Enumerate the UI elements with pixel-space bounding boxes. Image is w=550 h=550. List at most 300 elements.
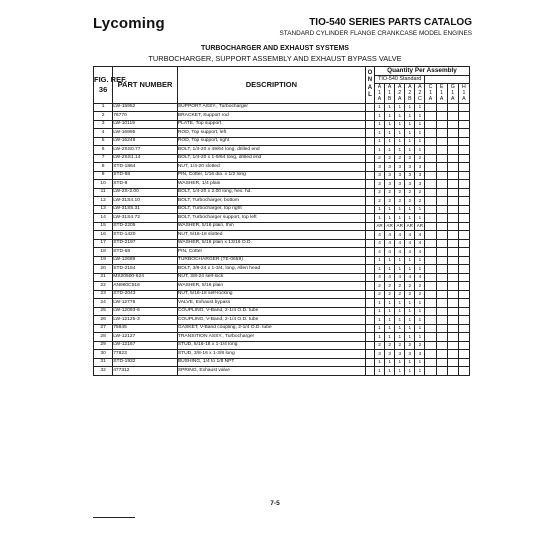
- quantity-cell: 1: [415, 367, 425, 376]
- quantity-cell: 1: [415, 324, 425, 333]
- quantity-cell: 2: [374, 290, 384, 299]
- quantity-cell-empty: [447, 120, 458, 129]
- onal-cell: [365, 324, 374, 333]
- quantity-cell: 1: [395, 367, 405, 376]
- quantity-cell-empty: [447, 290, 458, 299]
- quantity-cell: 1: [415, 214, 425, 223]
- part-number-cell: STD-2043: [113, 290, 178, 299]
- quantity-cell-empty: [458, 146, 469, 155]
- part-number-cell: LW-12689: [113, 256, 178, 265]
- fig-ref-cell: 26: [94, 316, 113, 325]
- quantity-cell: 4: [405, 239, 415, 248]
- quantity-cell: 1: [395, 137, 405, 146]
- table-row: [94, 350, 470, 359]
- quantity-cell-empty: [436, 341, 447, 350]
- quantity-cell: 1: [395, 265, 405, 274]
- quantity-cell: 2: [395, 197, 405, 206]
- quantity-cell: 2: [385, 154, 395, 163]
- description-cell: BOLT, 1/4-20 x 1-9/64 long, drilled end: [177, 154, 365, 163]
- quantity-cell-empty: [425, 350, 436, 359]
- onal-cell: [365, 265, 374, 274]
- description-cell: ROD, Top support, left: [177, 129, 365, 138]
- quantity-cell-empty: [447, 307, 458, 316]
- part-number-cell: 477312: [113, 367, 178, 376]
- standard-header: TIO-540 Standard: [374, 75, 424, 84]
- quantity-cell: 4: [405, 231, 415, 240]
- quantity-cell: 1: [385, 358, 395, 367]
- description-cell: BOLT, 1/4-20 x 49/64 long, drilled end: [177, 146, 365, 155]
- quantity-cell-empty: [458, 171, 469, 180]
- quantity-cell-empty: [425, 341, 436, 350]
- footer-rule: [93, 517, 135, 518]
- fig-ref-cell: 2: [94, 112, 113, 121]
- quantity-cell-empty: [436, 358, 447, 367]
- quantity-cell: 3: [374, 163, 384, 172]
- figure-number: 36: [98, 85, 108, 95]
- quantity-cell-empty: [436, 239, 447, 248]
- page-number: 7-5: [270, 500, 280, 507]
- quantity-cell: 1: [395, 256, 405, 265]
- onal-cell: [365, 103, 374, 112]
- description-cell: BUSHING, 1/4 to 1/8 NPT: [177, 358, 365, 367]
- quantity-cell-empty: [425, 103, 436, 112]
- quantity-cell-empty: [425, 154, 436, 163]
- onal-cell: [365, 358, 374, 367]
- quantity-cell-empty: [447, 341, 458, 350]
- quantity-cell-empty: [447, 350, 458, 359]
- quantity-cell: 3: [385, 163, 395, 172]
- quantity-cell: 1: [405, 333, 415, 342]
- part-number-cell: STD-1932: [113, 358, 178, 367]
- fig-ref-cell: 14: [94, 214, 113, 223]
- onal-cell: [365, 231, 374, 240]
- part-number-cell: LW-16248: [113, 137, 178, 146]
- table-row: [94, 358, 470, 367]
- onal-cell: [365, 205, 374, 214]
- table-row: [94, 129, 470, 138]
- part-number-cell: LW-2SS0.77: [113, 146, 178, 155]
- quantity-cell: 3: [415, 163, 425, 172]
- quantity-cell: 1: [405, 129, 415, 138]
- onal-cell: [365, 341, 374, 350]
- model-column-header: H 1 A: [458, 84, 469, 104]
- fig-ref-cell: 3: [94, 120, 113, 129]
- quantity-cell-empty: [447, 137, 458, 146]
- quantity-cell-empty: [436, 333, 447, 342]
- fig-ref-cell: 9: [94, 171, 113, 180]
- quantity-cell: 4: [385, 273, 395, 282]
- onal-header: O N A L: [365, 67, 374, 104]
- table-row: [94, 290, 470, 299]
- quantity-cell: 1: [405, 137, 415, 146]
- fig-ref-cell: 28: [94, 333, 113, 342]
- quantity-cell: 1: [374, 367, 384, 376]
- description-cell: BRACKET, Support rod: [177, 112, 365, 121]
- onal-cell: [365, 282, 374, 291]
- table-row: [94, 222, 470, 231]
- quantity-cell: 3: [395, 171, 405, 180]
- quantity-cell-empty: [425, 265, 436, 274]
- quantity-cell-empty: [447, 265, 458, 274]
- quantity-cell-empty: [425, 146, 436, 155]
- quantity-cell: 1: [395, 103, 405, 112]
- quantity-cell-empty: [436, 154, 447, 163]
- quantity-header: Quantity Per Assembly: [374, 67, 469, 76]
- table-row: [94, 324, 470, 333]
- description-cell: TURBOCHARGER (TE-0659): [177, 256, 365, 265]
- quantity-cell: 2: [374, 282, 384, 291]
- quantity-cell-empty: [458, 214, 469, 223]
- quantity-cell: 1: [374, 307, 384, 316]
- table-row: [94, 265, 470, 274]
- quantity-cell: 2: [415, 154, 425, 163]
- quantity-cell: 1: [415, 256, 425, 265]
- quantity-cell: 1: [374, 137, 384, 146]
- quantity-cell: 1: [415, 265, 425, 274]
- quantity-cell-empty: [447, 282, 458, 291]
- quantity-cell: AR: [385, 222, 395, 231]
- quantity-cell: 3: [395, 163, 405, 172]
- quantity-cell-empty: [436, 112, 447, 121]
- quantity-cell: 1: [415, 358, 425, 367]
- quantity-cell: 2: [395, 341, 405, 350]
- quantity-cell: 1: [374, 358, 384, 367]
- description-cell: STUD, 5/16-18 x 1-1/4 long: [177, 341, 365, 350]
- part-number-cell: LW-31S4.72: [113, 214, 178, 223]
- quantity-cell-empty: [425, 222, 436, 231]
- quantity-cell-empty: [458, 129, 469, 138]
- quantity-cell: 3: [385, 350, 395, 359]
- quantity-cell-empty: [425, 120, 436, 129]
- quantity-cell-empty: [436, 103, 447, 112]
- quantity-cell-empty: [458, 290, 469, 299]
- quantity-cell: 2: [415, 282, 425, 291]
- onal-cell: [365, 214, 374, 223]
- fig-ref-cell: 20: [94, 265, 113, 274]
- quantity-cell-empty: [458, 299, 469, 308]
- part-number-cell: LW-12167: [113, 341, 178, 350]
- catalog-subtitle: STANDARD CYLINDER FLANGE CRANKCASE MODEL ENGINES: [279, 30, 472, 37]
- quantity-cell-empty: [425, 163, 436, 172]
- quantity-cell: 1: [395, 307, 405, 316]
- quantity-cell-empty: [425, 324, 436, 333]
- quantity-cell: 1: [374, 146, 384, 155]
- quantity-cell: 1: [385, 129, 395, 138]
- quantity-cell: 1: [385, 299, 395, 308]
- quantity-cell-empty: [458, 367, 469, 376]
- quantity-cell-empty: [447, 333, 458, 342]
- quantity-cell-empty: [425, 137, 436, 146]
- quantity-cell: 1: [385, 214, 395, 223]
- quantity-cell: 4: [415, 239, 425, 248]
- onal-cell: [365, 112, 374, 121]
- onal-cell: [365, 188, 374, 197]
- quantity-cell: 1: [374, 324, 384, 333]
- fig-ref-cell: 8: [94, 163, 113, 172]
- quantity-cell: 1: [405, 205, 415, 214]
- fig-ref-cell: 17: [94, 239, 113, 248]
- description-cell: WASHER, 5/16 plain: [177, 282, 365, 291]
- quantity-cell: 1: [405, 367, 415, 376]
- onal-cell: [365, 146, 374, 155]
- onal-cell: [365, 137, 374, 146]
- part-number-cell: STD-8: [113, 180, 178, 189]
- quantity-cell: 1: [385, 205, 395, 214]
- quantity-cell-empty: [425, 171, 436, 180]
- onal-cell: [365, 290, 374, 299]
- quantity-cell: 1: [415, 112, 425, 121]
- fig-ref-cell: 18: [94, 248, 113, 257]
- quantity-cell-empty: [458, 265, 469, 274]
- quantity-cell: 3: [385, 171, 395, 180]
- quantity-cell: 1: [374, 256, 384, 265]
- quantity-cell: 1: [385, 265, 395, 274]
- table-row: [94, 146, 470, 155]
- part-number-cell: 75845: [113, 324, 178, 333]
- description-cell: ROD, Top support, right: [177, 137, 365, 146]
- brand-logo: Lycoming: [93, 15, 165, 32]
- quantity-cell-empty: [436, 146, 447, 155]
- quantity-cell-empty: [425, 358, 436, 367]
- quantity-cell: 1: [415, 103, 425, 112]
- quantity-cell: 1: [385, 307, 395, 316]
- part-number-cell: LW-2S-2.00: [113, 188, 178, 197]
- quantity-cell-empty: [458, 239, 469, 248]
- quantity-cell: 4: [405, 273, 415, 282]
- quantity-cell: 1: [415, 333, 425, 342]
- quantity-cell: 3: [374, 171, 384, 180]
- quantity-cell: 4: [385, 239, 395, 248]
- quantity-cell-empty: [425, 273, 436, 282]
- quantity-cell: 2: [405, 290, 415, 299]
- quantity-cell: 4: [395, 248, 405, 257]
- quantity-cell: 2: [395, 154, 405, 163]
- onal-cell: [365, 239, 374, 248]
- part-number-cell: LW-31S5.31: [113, 205, 178, 214]
- description-cell: BOLT, 1/4-20 x 2.00 long, hex. hd.: [177, 188, 365, 197]
- quantity-cell-empty: [458, 307, 469, 316]
- fig-ref-cell: 5: [94, 137, 113, 146]
- quantity-cell: 1: [374, 265, 384, 274]
- quantity-cell: 1: [374, 129, 384, 138]
- onal-cell: [365, 129, 374, 138]
- table-row: [94, 188, 470, 197]
- quantity-cell-empty: [436, 214, 447, 223]
- description-cell: TRANSITION ASSY., Turbocharger: [177, 333, 365, 342]
- description-cell: BOLT, Turbocharger, bottom: [177, 197, 365, 206]
- quantity-cell-empty: [458, 197, 469, 206]
- table-row: [94, 197, 470, 206]
- onal-cell: [365, 350, 374, 359]
- quantity-cell-empty: [458, 282, 469, 291]
- table-row: [94, 282, 470, 291]
- quantity-cell: 1: [385, 256, 395, 265]
- table-row: [94, 205, 470, 214]
- quantity-cell-empty: [458, 333, 469, 342]
- quantity-cell-empty: [458, 256, 469, 265]
- quantity-cell: 3: [374, 180, 384, 189]
- quantity-cell: 1: [374, 103, 384, 112]
- fig-ref-cell: 12: [94, 197, 113, 206]
- quantity-cell: 4: [385, 231, 395, 240]
- quantity-cell: 1: [415, 146, 425, 155]
- quantity-cell-empty: [447, 205, 458, 214]
- part-number-cell: STD-2154: [113, 265, 178, 274]
- table-row: [94, 120, 470, 129]
- quantity-cell: 4: [374, 231, 384, 240]
- quantity-cell: 1: [405, 307, 415, 316]
- quantity-cell: 4: [374, 239, 384, 248]
- quantity-cell: 1: [415, 120, 425, 129]
- quantity-cell: 2: [385, 282, 395, 291]
- onal-cell: [365, 299, 374, 308]
- onal-cell: [365, 222, 374, 231]
- model-column-header: E 1 A: [436, 84, 447, 104]
- quantity-cell-empty: [436, 120, 447, 129]
- quantity-cell-empty: [447, 171, 458, 180]
- quantity-cell: 2: [405, 197, 415, 206]
- quantity-cell-empty: [447, 239, 458, 248]
- quantity-cell: 2: [385, 341, 395, 350]
- part-number-cell: STD-1864: [113, 163, 178, 172]
- blank-header: [425, 75, 470, 84]
- quantity-cell: 1: [374, 214, 384, 223]
- quantity-cell-empty: [447, 146, 458, 155]
- quantity-cell: 2: [415, 290, 425, 299]
- quantity-cell-empty: [425, 205, 436, 214]
- quantity-cell-empty: [436, 299, 447, 308]
- quantity-cell: AR: [374, 222, 384, 231]
- quantity-cell: 1: [405, 120, 415, 129]
- fig-ref-cell: 15: [94, 222, 113, 231]
- quantity-cell: 2: [395, 282, 405, 291]
- description-cell: PIN, Cotter, 1/16 dia. x 1/2 long: [177, 171, 365, 180]
- fig-ref-cell: 29: [94, 341, 113, 350]
- onal-cell: [365, 180, 374, 189]
- quantity-cell-empty: [436, 188, 447, 197]
- quantity-cell-empty: [458, 341, 469, 350]
- quantity-cell-empty: [436, 290, 447, 299]
- quantity-cell-empty: [458, 205, 469, 214]
- fig-ref-cell: 25: [94, 307, 113, 316]
- quantity-cell: 4: [395, 239, 405, 248]
- onal-cell: [365, 120, 374, 129]
- description-cell: NUT, 3/8-24 self-lock: [177, 273, 365, 282]
- model-column-header: A 2 C: [415, 84, 425, 104]
- quantity-cell: 1: [405, 214, 415, 223]
- quantity-cell: 4: [374, 248, 384, 257]
- quantity-cell-empty: [436, 171, 447, 180]
- quantity-cell-empty: [436, 129, 447, 138]
- onal-cell: [365, 307, 374, 316]
- table-row: [94, 316, 470, 325]
- quantity-cell: 1: [395, 129, 405, 138]
- quantity-cell: 3: [415, 350, 425, 359]
- description-cell: WASHER, 5/16 plain, thin: [177, 222, 365, 231]
- quantity-cell: 1: [405, 112, 415, 121]
- quantity-cell-empty: [436, 137, 447, 146]
- quantity-cell: 2: [374, 154, 384, 163]
- quantity-cell: 1: [395, 205, 405, 214]
- table-row: [94, 239, 470, 248]
- quantity-cell: 1: [395, 214, 405, 223]
- quantity-cell: 2: [395, 188, 405, 197]
- fig-ref-cell: 13: [94, 205, 113, 214]
- quantity-cell-empty: [458, 273, 469, 282]
- quantity-cell: 1: [415, 316, 425, 325]
- quantity-cell-empty: [458, 350, 469, 359]
- quantity-cell-empty: [458, 358, 469, 367]
- model-column-header: A 1 B: [385, 84, 395, 104]
- quantity-cell: 1: [405, 324, 415, 333]
- quantity-cell-empty: [436, 265, 447, 274]
- quantity-cell-empty: [425, 367, 436, 376]
- table-row: [94, 248, 470, 257]
- table-row: [94, 299, 470, 308]
- quantity-cell-empty: [447, 188, 458, 197]
- quantity-cell: 1: [415, 137, 425, 146]
- quantity-cell-empty: [425, 112, 436, 121]
- section-title: TURBOCHARGER AND EXHAUST SYSTEMS: [201, 45, 349, 52]
- quantity-cell: 3: [415, 180, 425, 189]
- onal-cell: [365, 273, 374, 282]
- quantity-cell-empty: [425, 129, 436, 138]
- onal-cell: [365, 163, 374, 172]
- quantity-cell: 2: [385, 188, 395, 197]
- quantity-cell-empty: [436, 197, 447, 206]
- quantity-cell: 1: [405, 103, 415, 112]
- quantity-cell: 1: [395, 358, 405, 367]
- quantity-cell: 1: [415, 299, 425, 308]
- fig-ref-cell: 10: [94, 180, 113, 189]
- description-cell: WASHER, 5/16 plain x 13/16 O.D.: [177, 239, 365, 248]
- table-row: [94, 256, 470, 265]
- onal-cell: [365, 171, 374, 180]
- quantity-cell-empty: [425, 248, 436, 257]
- quantity-cell: AR: [395, 222, 405, 231]
- part-number-cell: STD-68: [113, 171, 178, 180]
- onal-cell: [365, 154, 374, 163]
- quantity-cell-empty: [425, 197, 436, 206]
- quantity-cell: 1: [395, 324, 405, 333]
- quantity-cell-empty: [436, 316, 447, 325]
- quantity-cell: 1: [385, 146, 395, 155]
- quantity-cell: 1: [385, 316, 395, 325]
- quantity-cell-empty: [436, 282, 447, 291]
- quantity-cell: 3: [405, 350, 415, 359]
- quantity-cell: 1: [374, 316, 384, 325]
- quantity-cell-empty: [447, 273, 458, 282]
- part-number-header: PART NUMBER: [113, 67, 178, 104]
- quantity-cell: 4: [385, 248, 395, 257]
- quantity-cell: 1: [395, 299, 405, 308]
- quantity-cell-empty: [458, 324, 469, 333]
- fig-ref-cell: 11: [94, 188, 113, 197]
- quantity-cell: 2: [374, 188, 384, 197]
- quantity-cell: 1: [385, 324, 395, 333]
- description-cell: PIN, Cotter: [177, 248, 365, 257]
- fig-ref-cell: 27: [94, 324, 113, 333]
- quantity-cell-empty: [447, 214, 458, 223]
- quantity-cell: 2: [395, 290, 405, 299]
- quantity-cell: 2: [405, 282, 415, 291]
- quantity-cell-empty: [436, 248, 447, 257]
- part-number-cell: LW-12127: [113, 333, 178, 342]
- description-cell: NUT, 5/16-18 self-locking: [177, 290, 365, 299]
- table-row: [94, 171, 470, 180]
- quantity-cell: 2: [405, 341, 415, 350]
- onal-cell: [365, 316, 374, 325]
